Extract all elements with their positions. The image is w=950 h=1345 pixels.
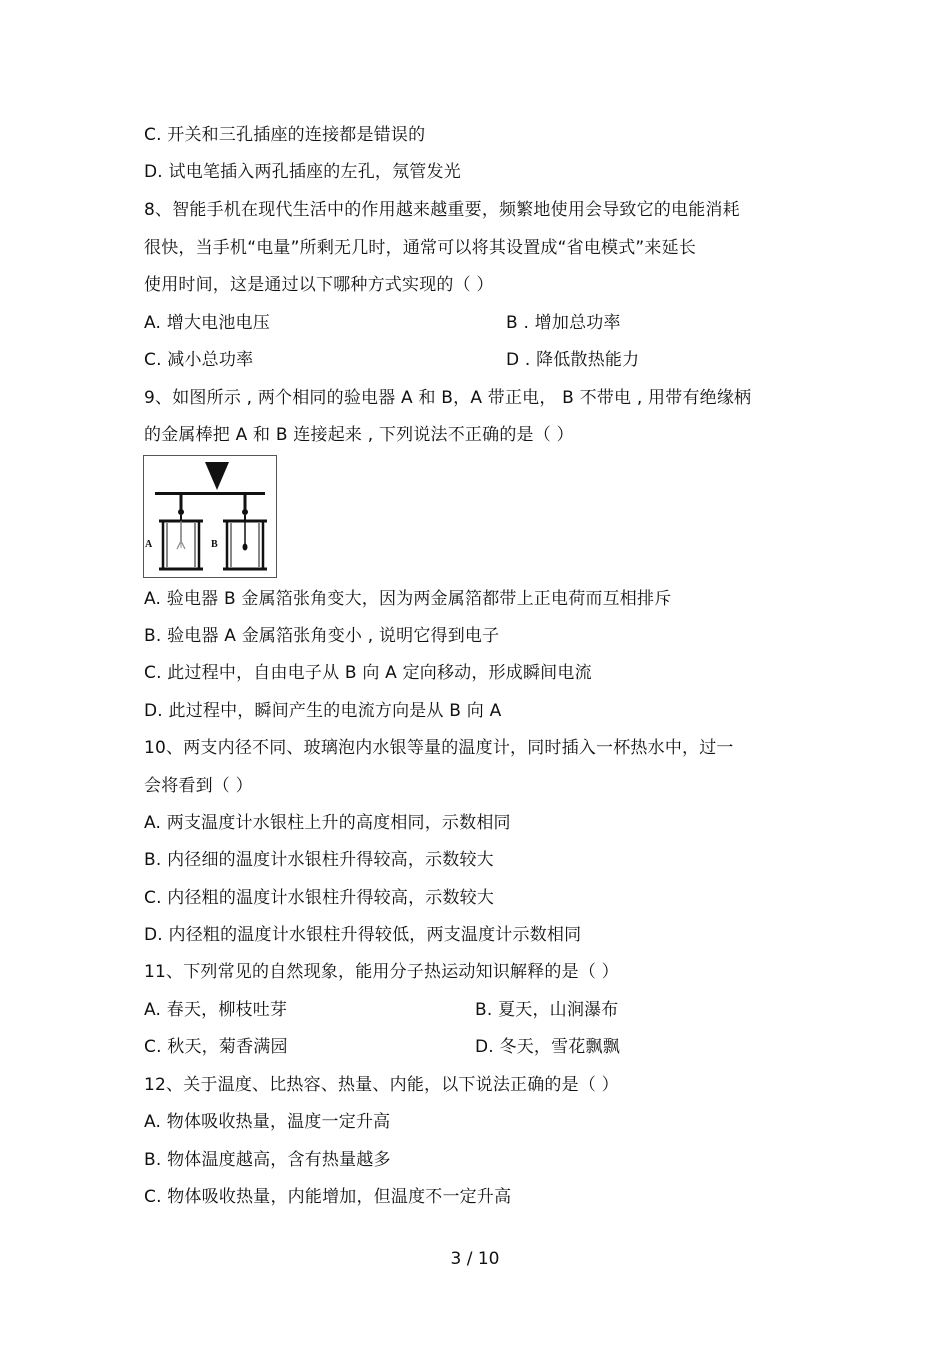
q12-option-c: C. 物体吸收热量，内能增加，但温度不一定升高 (144, 1187, 512, 1207)
q9-option-d: D. 此过程中，瞬间产生的电流方向是从 B 向 A (144, 701, 502, 721)
q10-option-a: A. 两支温度计水银柱上升的高度相同，示数相同 (144, 813, 511, 833)
q8-option-c: C. 减小总功率 (144, 350, 254, 370)
q11-option-c: C. 秋天，菊香满园 (144, 1037, 288, 1057)
q12-option-a: A. 物体吸收热量，温度一定升高 (144, 1112, 391, 1132)
q8-stem-line-1: 8、智能手机在现代生活中的作用越来越重要，频繁地使用会导致它的电能消耗 (144, 200, 740, 220)
q12-stem: 12、关于温度、比热容、热量、内能，以下说法正确的是（ ） (144, 1075, 619, 1095)
q8-option-d: D . 降低散热能力 (506, 350, 640, 370)
q7-option-c: C. 开关和三孔插座的连接都是错误的 (144, 125, 426, 145)
figure-label-b: B (211, 539, 218, 550)
q10-stem-line-1: 10、两支内径不同、玻璃泡内水银等量的温度计，同时插入一杯热水中，过一 (144, 738, 734, 758)
q11-option-a: A. 春天，柳枝吐芽 (144, 1000, 288, 1020)
q10-stem-line-2: 会将看到（ ） (144, 776, 253, 796)
q10-option-b: B. 内径细的温度计水银柱升得较高，示数较大 (144, 850, 494, 870)
q12-option-b: B. 物体温度越高，含有热量越多 (144, 1150, 391, 1170)
q8-stem-line-3: 使用时间，这是通过以下哪种方式实现的（ ） (144, 275, 494, 295)
q11-option-d: D. 冬天，雪花飘飘 (475, 1037, 620, 1057)
q8-stem-line-2: 很快，当手机“电量”所剩无几时，通常可以将其设置成“省电模式”来延长 (144, 238, 697, 258)
q8-option-a: A. 增大电池电压 (144, 313, 270, 333)
q10-option-d: D. 内径粗的温度计水银柱升得较低，两支温度计示数相同 (144, 925, 582, 945)
q10-option-c: C. 内径粗的温度计水银柱升得较高，示数较大 (144, 888, 495, 908)
figure-label-a: A (145, 539, 153, 550)
page-number: 3 / 10 (450, 1249, 500, 1269)
metal-rod (155, 492, 265, 495)
q8-option-b: B . 增加总功率 (506, 313, 621, 333)
q11-stem: 11、下列常见的自然现象，能用分子热运动知识解释的是（ ） (144, 962, 619, 982)
q9-stem-line-1: 9、如图所示 , 两个相同的验电器 A 和 B，A 带正电， B 不带电 , 用带有绝缘柄 (144, 388, 752, 408)
electroscope-figure (143, 455, 277, 578)
q7-option-d: D. 试电笔插入两孔插座的左孔，氖管发光 (144, 162, 461, 182)
q9-option-b: B. 验电器 A 金属箔张角变小 , 说明它得到电子 (144, 626, 500, 646)
q9-option-c: C. 此过程中，自由电子从 B 向 A 定向移动，形成瞬间电流 (144, 663, 592, 683)
q9-option-a: A. 验电器 B 金属箔张角变大，因为两金属箔都带上正电荷而互相排斥 (144, 589, 672, 609)
q11-option-b: B. 夏天，山涧瀑布 (475, 1000, 619, 1020)
q9-stem-line-2: 的金属棒把 A 和 B 连接起来 , 下列说法不正确的是（ ） (144, 425, 574, 445)
